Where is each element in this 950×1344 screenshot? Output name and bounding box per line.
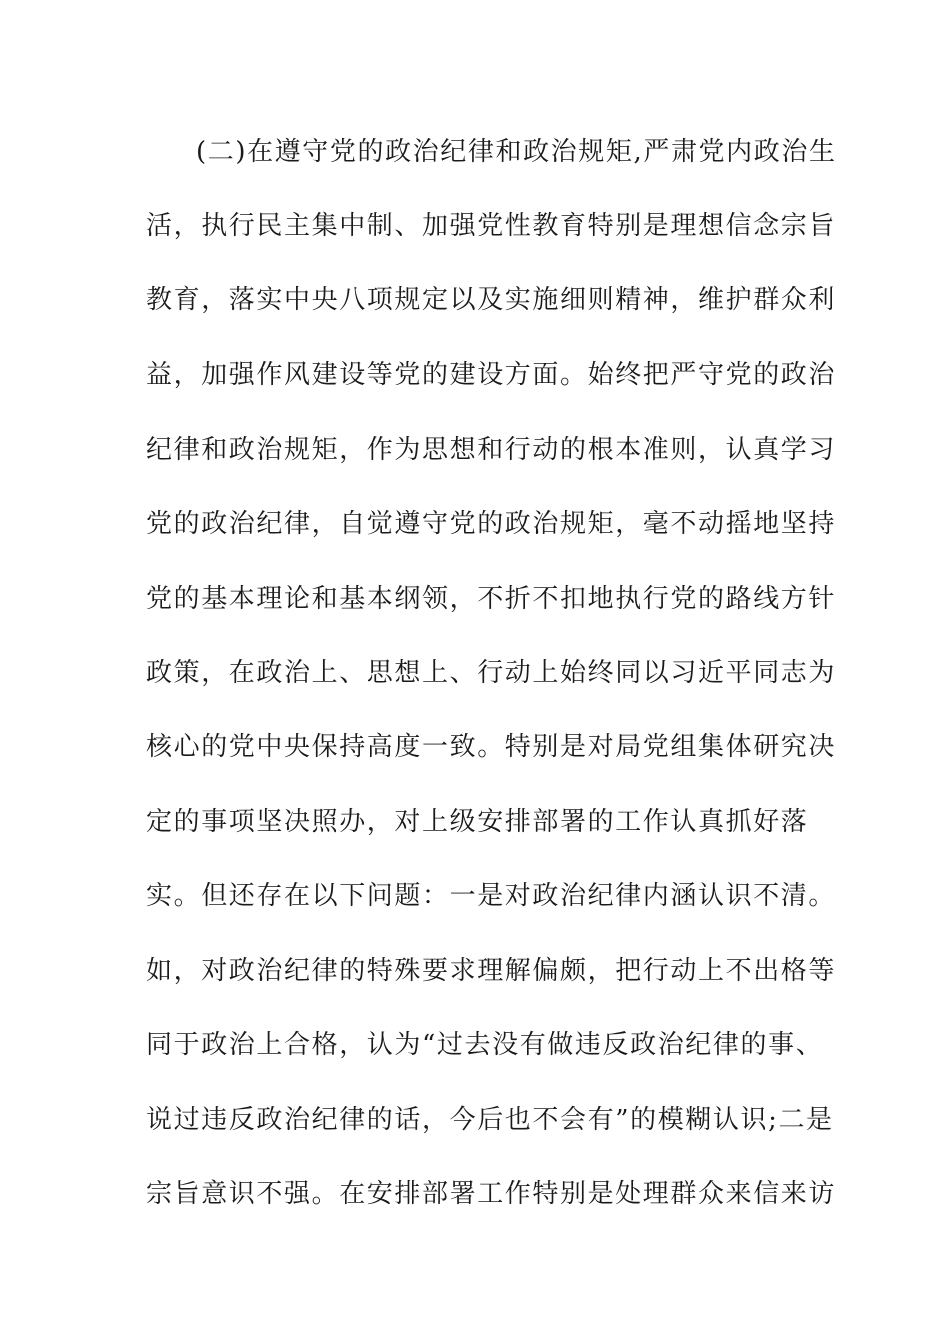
paragraph-line-9: 核心的党中央保持高度一致。特别是对局党组集体研究决: [146, 732, 837, 762]
paragraph-line-15: 宗旨意识不强。在安排部署工作特别是处理群众来信来访: [146, 1179, 837, 1209]
paragraph-line-11: 实。但还存在以下问题：一是对政治纪律内涵认识不清。: [146, 881, 837, 911]
paragraph-line-2: 活，执行民主集中制、加强党性教育特别是理想信念宗旨: [146, 211, 837, 241]
paragraph-line-7: 党的基本理论和基本纲领，不折不扣地执行党的路线方针: [146, 584, 837, 614]
paragraph-line-1: (二)在遵守党的政治纪律和政治规矩,严肃党内政治生: [196, 137, 837, 167]
paragraph-line-14: 说过违反政治纪律的话，今后也不会有”的模糊认识;二是: [146, 1105, 834, 1135]
paragraph-line-6: 党的政治纪律，自觉遵守党的政治规矩，毫不动摇地坚持: [146, 509, 837, 539]
paragraph-line-13: 同于政治上合格，认为“过去没有做违反政治纪律的事、: [146, 1030, 824, 1060]
paragraph-line-3: 教育，落实中央八项规定以及实施细则精神，维护群众利: [146, 285, 837, 315]
paragraph-line-12: 如，对政治纪律的特殊要求理解偏颇，把行动上不出格等: [146, 956, 837, 986]
paragraph-line-5: 纪律和政治规矩，作为思想和行动的根本准则，认真学习: [146, 435, 837, 465]
paragraph-line-8: 政策，在政治上、思想上、行动上始终同以习近平同志为: [146, 658, 837, 688]
paragraph-line-10: 定的事项坚决照办，对上级安排部署的工作认真抓好落: [146, 807, 809, 837]
paragraph-line-4: 益，加强作风建设等党的建设方面。始终把严守党的政治: [146, 360, 837, 390]
